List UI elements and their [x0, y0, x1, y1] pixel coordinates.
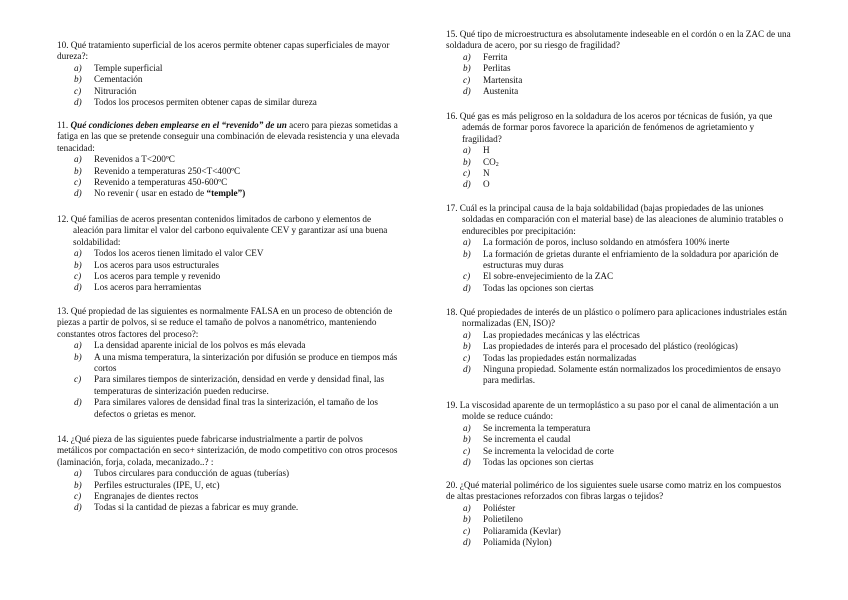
option-letter: d) — [463, 282, 471, 293]
options-list — [57, 340, 400, 420]
option-text: Los aceros para temple y revenido — [94, 271, 221, 282]
option-text: Para similares valores de densidad final tras la sinterización, el tamaño de los defectos o grietas es menor. — [94, 397, 378, 419]
question-stem — [57, 120, 400, 154]
option-text: N — [483, 168, 490, 179]
option-c — [446, 446, 791, 457]
option-b — [57, 74, 400, 85]
option-b — [446, 341, 791, 352]
question-stem: 18. Qué propiedades de interés de un plástico o polímero para aplicaciones industriales están normalizadas (EN, ISO)? — [446, 307, 787, 329]
question-13 — [57, 306, 400, 420]
option-text: Se incrementa la velocidad de corte — [483, 445, 614, 456]
option-text: Revenido a temperaturas 450-600ºC — [94, 177, 228, 188]
option-text: Poliéster — [483, 502, 516, 513]
option-d — [57, 502, 400, 513]
option-letter: a) — [74, 248, 82, 259]
option-letter: d) — [74, 502, 82, 513]
option-d — [446, 537, 791, 548]
options-list — [446, 503, 791, 549]
option-a — [446, 52, 791, 63]
option-text: Polietileno — [483, 514, 523, 525]
option-letter: b) — [74, 165, 82, 176]
option-letter: a) — [463, 51, 471, 62]
option-text: La densidad aparente inicial de los polvos es más elevada — [94, 340, 306, 351]
option-text: Los aceros para usos estructurales — [94, 259, 220, 270]
option-text: CO — [483, 156, 496, 167]
options-list — [446, 423, 791, 469]
option-text: O — [483, 179, 490, 190]
option-text: A una misma temperatura, la sinterización por difusión se produce en tiempos más cortos — [94, 351, 398, 374]
option-text: Se incrementa el caudal — [483, 434, 571, 445]
option-b — [57, 480, 400, 491]
option-c — [57, 491, 400, 502]
option-letter: d) — [463, 457, 471, 468]
question-stem: 20. ¿Qué material polimérico de los siguientes suele usarse como matriz en los compuestos de altas prestaciones reforzados con fibras largas o tejidos? — [446, 480, 782, 502]
options-list — [57, 248, 400, 294]
question-number: 11. — [57, 120, 69, 130]
option-letter: c) — [463, 352, 471, 363]
option-text: La formación de poros, incluso soldando en atmósfera 100% inerte — [483, 237, 730, 248]
question-stem: 12. Qué familias de aceros presentan contenidos limitados de carbono y elementos de aleación para limitar el valor del carbono equivalente CEV y garantizar así una buena soldabilidad: — [57, 214, 388, 247]
question-stem: 10. Qué tratamiento superficial de los aceros permite obtener capas superficiales de mayor dureza?: — [57, 40, 390, 62]
option-d — [446, 179, 791, 190]
options-list — [57, 154, 400, 200]
option-text: Todas las propiedades están normalizadas — [483, 352, 637, 363]
option-letter: c) — [74, 374, 82, 385]
option-text: Engranajes de dientes rectos — [94, 491, 199, 502]
option-b — [57, 166, 400, 177]
question-text: acero para piezas sometidas a fatiga en las que se pretende conseguir una combinación de elevada resistencia y una elevada tenacidad: — [57, 120, 400, 153]
option-a — [57, 248, 400, 259]
option-letter: b) — [463, 63, 471, 74]
question-15 — [446, 29, 791, 97]
question-20 — [446, 480, 791, 548]
option-letter: d) — [74, 397, 82, 408]
option-subscript: 2 — [495, 161, 499, 168]
option-b — [446, 514, 791, 525]
option-text: Se incrementa la temperatura — [483, 422, 591, 433]
option-c — [57, 374, 400, 397]
option-b — [446, 157, 791, 168]
option-text: Perlitas — [483, 63, 511, 74]
question-stem: 17. Cuál es la principal causa de la baja soldabilidad (bajas propiedades de las uniones soldadas en comparación con el material base) de las aleaciones de aluminio tratables o endurecibles por precipitación: — [446, 203, 784, 236]
option-emphasis: “temple”) — [206, 188, 246, 199]
option-b — [57, 260, 400, 271]
question-18 — [446, 307, 791, 387]
option-letter: b) — [463, 248, 471, 259]
option-c — [446, 271, 791, 282]
option-letter: a) — [463, 237, 471, 248]
option-letter: a) — [74, 468, 82, 479]
option-letter: b) — [463, 514, 471, 525]
option-text: Ferrita — [483, 51, 508, 62]
option-b — [57, 352, 400, 375]
question-19 — [446, 400, 791, 468]
option-text: Todos los aceros tienen limitado el valor CEV — [94, 248, 264, 259]
option-text: Nitruración — [94, 85, 137, 96]
option-letter: a) — [74, 340, 82, 351]
option-c — [446, 168, 791, 179]
option-text: El sobre-envejecimiento de la ZAC — [483, 271, 614, 282]
option-text: Perfiles estructurales (IPE, U, etc) — [94, 479, 220, 490]
question-12 — [57, 214, 400, 294]
option-text: No revenir ( usar en estado de — [94, 188, 207, 199]
option-a — [57, 340, 400, 351]
option-text: Todos los procesos permiten obtener capas de similar dureza — [94, 97, 317, 108]
option-text: Revenidos a T<200ºC — [94, 154, 175, 165]
option-a — [446, 503, 791, 514]
option-text: La formación de grietas durante el enfriamiento de la soldadura por aparición de estructuras muy duras — [483, 248, 779, 271]
option-text: Todas las opciones son ciertas — [483, 457, 594, 468]
option-text: Temple superficial — [94, 62, 163, 73]
option-b — [446, 63, 791, 74]
option-letter: c) — [463, 74, 471, 85]
option-text: Los aceros para herramientas — [94, 282, 202, 293]
option-text: H — [483, 145, 490, 156]
option-letter: c) — [463, 525, 471, 536]
option-letter: b) — [463, 156, 471, 167]
option-a — [57, 154, 400, 165]
option-d — [57, 282, 400, 293]
option-letter: d) — [74, 282, 82, 293]
option-text: Todas las opciones son ciertas — [483, 282, 594, 293]
option-letter: d) — [463, 537, 471, 548]
option-text: Ninguna propiedad. Solamente están normalizados los procedimientos de ensayo para medirlas. — [483, 364, 781, 386]
option-text: Todas si la cantidad de piezas a fabricar es muy grande. — [94, 502, 299, 513]
option-a — [57, 63, 400, 74]
option-d — [446, 364, 791, 387]
option-a — [57, 468, 400, 479]
option-letter: a) — [463, 422, 471, 433]
option-letter: b) — [463, 341, 471, 352]
option-letter: c) — [74, 85, 82, 96]
option-d — [57, 188, 400, 199]
question-stem: 13. Qué propiedad de las siguientes es normalmente FALSA en un proceso de obtención de piezas a partir de polvos, si se reduce el tamaño de polvos a nanométrico, manteniendo constantes otros factores del proceso?: — [57, 306, 393, 339]
option-letter: b) — [74, 351, 82, 362]
question-14 — [57, 434, 400, 514]
question-17 — [446, 203, 791, 294]
options-list — [446, 237, 791, 294]
option-letter: d) — [463, 86, 471, 97]
option-letter: b) — [74, 74, 82, 85]
option-letter: c) — [463, 271, 471, 282]
option-a — [446, 423, 791, 434]
option-text: Las propiedades de interés para el procesado del plástico (reológicas) — [483, 341, 738, 352]
options-list — [57, 468, 400, 514]
options-list — [57, 63, 400, 109]
option-c — [446, 75, 791, 86]
option-d — [446, 457, 791, 468]
option-letter: c) — [74, 491, 82, 502]
option-text: Tubos circulares para conducción de aguas (tuberías) — [94, 468, 290, 479]
option-text: Las propiedades mecánicas y las eléctricas — [483, 329, 640, 340]
option-text: Martensita — [483, 74, 523, 85]
option-letter: b) — [74, 479, 82, 490]
question-stem: 19. La viscosidad aparente de un termoplástico a su paso por el canal de alimentación a un molde se reduce cuándo: — [446, 400, 779, 422]
option-a — [446, 237, 791, 248]
option-letter: a) — [463, 145, 471, 156]
option-letter: d) — [74, 188, 82, 199]
option-letter: d) — [74, 97, 82, 108]
option-letter: c) — [74, 177, 82, 188]
option-c — [57, 86, 400, 97]
option-text: Para similares tiempos de sinterización, densidad en verde y densidad final, las temperaturas de sinterización pueden reducirse. — [94, 374, 385, 396]
option-c — [446, 353, 791, 364]
option-d — [446, 283, 791, 294]
option-letter: c) — [74, 271, 82, 282]
option-b — [446, 434, 791, 445]
question-stem: 16. Qué gas es más peligroso en la soldadura de los aceros por técnicas de fusión, ya que además de formar poros favorece la aparición de fenómenos de agrietamiento y fragilidad? — [446, 111, 773, 144]
option-letter: a) — [74, 154, 82, 165]
question-10 — [57, 40, 400, 108]
question-stem: 14. ¿Qué pieza de las siguientes puede fabricarse industrialmente a partir de polvos metálicos por compactación en seco+ sinterización, de modo competitivo con otros procesos (laminación, forja, colada, mecanizado..? : — [57, 434, 398, 467]
option-text: Poliaramida (Kevlar) — [483, 525, 561, 536]
option-d — [57, 397, 400, 420]
option-letter: a) — [463, 502, 471, 513]
options-list — [446, 145, 791, 191]
option-text: Poliamida (Nylon) — [483, 537, 552, 548]
option-letter: b) — [463, 434, 471, 445]
option-b — [446, 249, 791, 272]
option-letter: a) — [463, 329, 471, 340]
question-stem: 15. Qué tipo de microestructura es absolutamente indeseable en el cordón o en la ZAC de una soldadura de acero, por su riesgo de fragilidad? — [446, 29, 791, 51]
option-letter: a) — [74, 62, 82, 73]
option-letter: d) — [463, 179, 471, 190]
option-text: Revenido a temperaturas 250<T<400ºC — [94, 165, 241, 176]
option-letter: c) — [463, 168, 471, 179]
option-d — [57, 97, 400, 108]
option-text: Austenita — [483, 86, 519, 97]
options-list — [446, 52, 791, 98]
option-c — [57, 177, 400, 188]
option-text: Cementación — [94, 74, 143, 85]
option-letter: d) — [463, 364, 471, 375]
option-letter: b) — [74, 259, 82, 270]
option-c — [57, 271, 400, 282]
option-a — [446, 145, 791, 156]
option-c — [446, 526, 791, 537]
option-letter: c) — [463, 445, 471, 456]
question-emphasis: Qué condiciones deben emplearse en el “revenido” de un — [70, 120, 287, 130]
options-list — [446, 330, 791, 387]
question-11 — [57, 120, 400, 200]
option-a — [446, 330, 791, 341]
option-d — [446, 86, 791, 97]
question-16 — [446, 111, 791, 191]
